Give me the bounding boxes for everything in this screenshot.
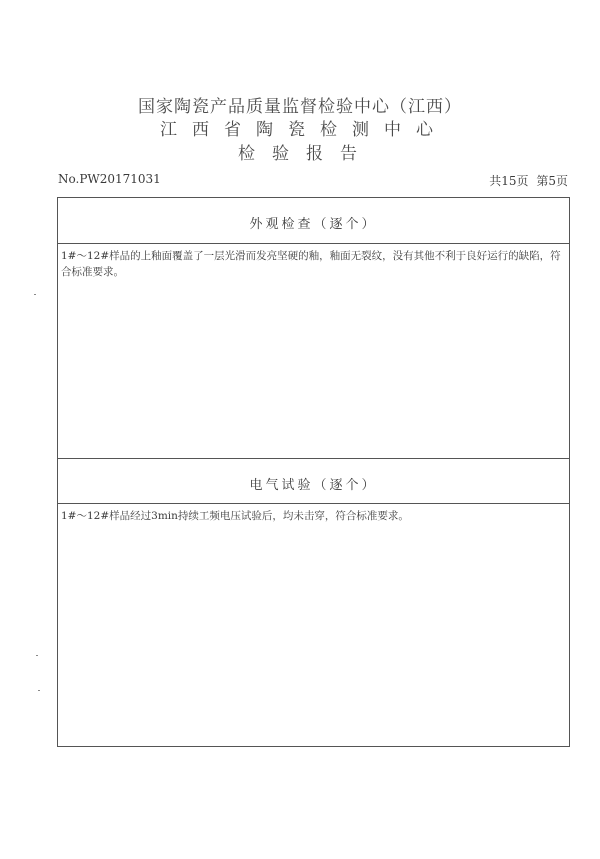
- divider: [58, 503, 569, 504]
- divider: [58, 458, 569, 459]
- scan-speck: [36, 655, 38, 656]
- divider: [58, 243, 569, 244]
- report-table: [57, 197, 570, 747]
- report-header-institution: 国家陶瓷产品质量监督检验中心（江西）: [138, 97, 462, 117]
- report-header-center: 江西省陶瓷检测中心: [160, 120, 448, 140]
- page-info: [489, 172, 568, 189]
- report-title: 检验报告: [238, 144, 374, 164]
- appearance-section-title: 外观检查（逐个）: [249, 217, 378, 232]
- appearance-result-text: 1#～12#样品的上釉面覆盖了一层光滑而发亮坚硬的釉，釉面无裂纹，没有其他不利于良好运行的缺陷，符合标准要求。: [61, 250, 561, 278]
- total-pages: 共15页: [489, 174, 529, 188]
- current-page: 第5页: [536, 174, 568, 188]
- electrical-section-title: 电气试验（逐个）: [249, 478, 378, 493]
- report-number: No.PW20171031: [58, 172, 161, 186]
- scan-speck: [34, 294, 36, 295]
- electrical-result-text: 1#～12#样品经过3min持续工频电压试验后，均未击穿，符合标准要求。: [61, 510, 409, 522]
- scan-speck: [38, 690, 40, 691]
